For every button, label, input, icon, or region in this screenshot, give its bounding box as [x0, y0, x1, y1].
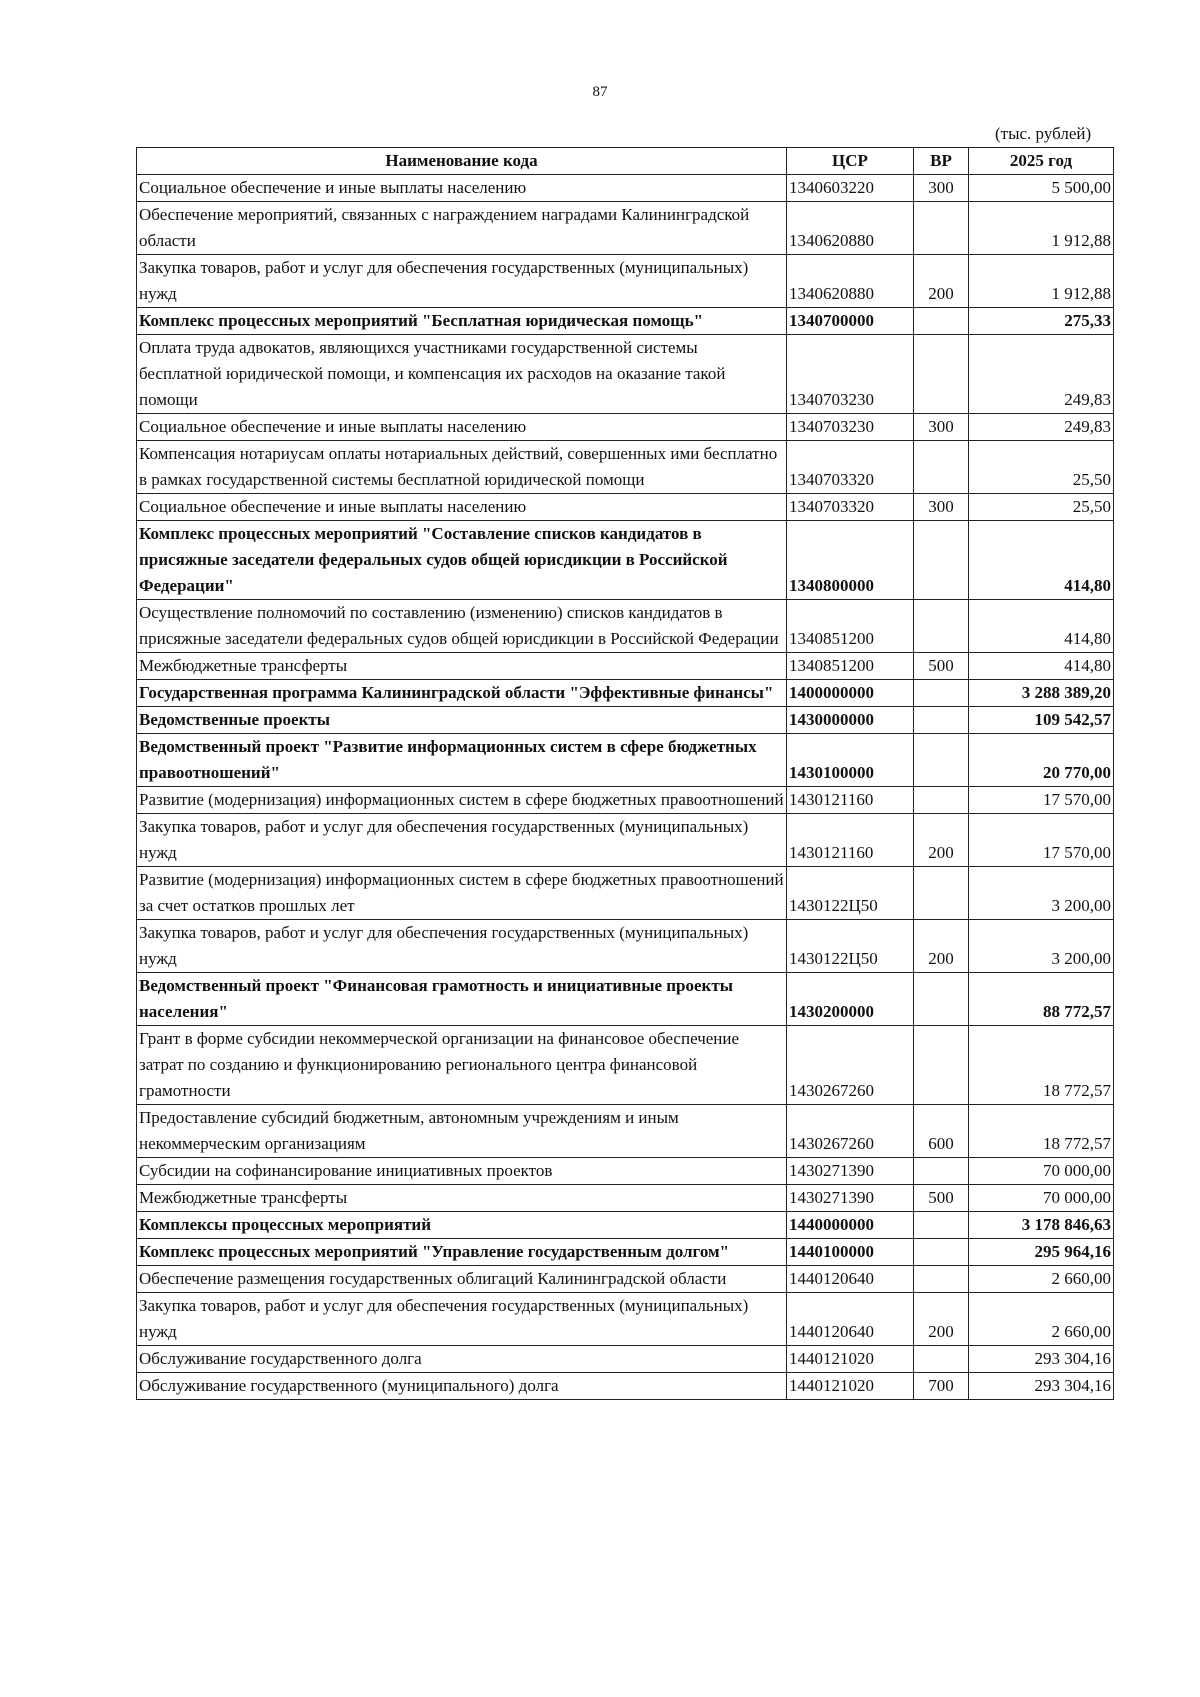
row-name: Закупка товаров, работ и услуг для обеспечения государственных (муниципальных) нужд	[137, 920, 787, 973]
row-name: Ведомственные проекты	[137, 707, 787, 734]
budget-table	[136, 147, 1114, 1400]
row-vr	[914, 680, 969, 707]
row-name: Обслуживание государственного долга	[137, 1346, 787, 1373]
row-csr: 1440121020	[787, 1346, 914, 1373]
row-name: Осуществление полномочий по составлению (изменению) списков кандидатов в присяжные заседатели федеральных судов общей юрисдикции в Российской Федерации	[137, 600, 787, 653]
row-amount: 249,83	[969, 414, 1114, 441]
table-row	[137, 1373, 1114, 1400]
row-vr: 700	[914, 1373, 969, 1400]
table-row	[137, 653, 1114, 680]
table-row	[137, 1158, 1114, 1185]
row-csr: 1340851200	[787, 600, 914, 653]
row-amount: 1 912,88	[969, 202, 1114, 255]
row-amount: 70 000,00	[969, 1185, 1114, 1212]
row-vr	[914, 787, 969, 814]
row-csr: 1440120640	[787, 1293, 914, 1346]
row-vr	[914, 521, 969, 600]
header-vr: ВР	[914, 148, 969, 175]
row-vr: 300	[914, 494, 969, 521]
row-name: Социальное обеспечение и иные выплаты населению	[137, 494, 787, 521]
row-vr	[914, 308, 969, 335]
row-vr: 300	[914, 175, 969, 202]
row-vr	[914, 1212, 969, 1239]
row-amount: 295 964,16	[969, 1239, 1114, 1266]
row-csr: 1340703320	[787, 494, 914, 521]
row-amount: 414,80	[969, 653, 1114, 680]
table-row	[137, 441, 1114, 494]
row-name: Закупка товаров, работ и услуг для обеспечения государственных (муниципальных) нужд	[137, 814, 787, 867]
row-csr: 1340700000	[787, 308, 914, 335]
table-row	[137, 494, 1114, 521]
row-name: Обеспечение размещения государственных облигаций Калининградской области	[137, 1266, 787, 1293]
row-amount: 293 304,16	[969, 1373, 1114, 1400]
row-vr: 300	[914, 414, 969, 441]
row-name: Комплекс процессных мероприятий "Бесплатная юридическая помощь"	[137, 308, 787, 335]
row-amount: 17 570,00	[969, 787, 1114, 814]
row-vr	[914, 734, 969, 787]
row-amount: 25,50	[969, 494, 1114, 521]
row-csr: 1430271390	[787, 1185, 914, 1212]
table-row	[137, 707, 1114, 734]
row-csr: 1340703320	[787, 441, 914, 494]
table-row	[137, 1212, 1114, 1239]
table-row	[137, 973, 1114, 1026]
row-amount: 293 304,16	[969, 1346, 1114, 1373]
row-csr: 1440000000	[787, 1212, 914, 1239]
row-vr	[914, 1158, 969, 1185]
row-csr: 1430271390	[787, 1158, 914, 1185]
row-vr: 500	[914, 1185, 969, 1212]
row-csr: 1430267260	[787, 1026, 914, 1105]
row-csr: 1340800000	[787, 521, 914, 600]
row-amount: 3 288 389,20	[969, 680, 1114, 707]
row-vr: 200	[914, 814, 969, 867]
row-name: Обслуживание государственного (муниципального) долга	[137, 1373, 787, 1400]
row-csr: 1440120640	[787, 1266, 914, 1293]
row-csr: 1340620880	[787, 255, 914, 308]
row-vr	[914, 973, 969, 1026]
row-name: Предоставление субсидий бюджетным, автономным учреждениям и иным некоммерческим организациям	[137, 1105, 787, 1158]
row-csr: 1430267260	[787, 1105, 914, 1158]
row-vr	[914, 441, 969, 494]
row-name: Ведомственный проект "Финансовая грамотность и инициативные проекты населения"	[137, 973, 787, 1026]
row-name: Комплекс процессных мероприятий "Управление государственным долгом"	[137, 1239, 787, 1266]
row-vr	[914, 867, 969, 920]
header-name: Наименование кода	[137, 148, 787, 175]
row-amount: 249,83	[969, 335, 1114, 414]
table-row	[137, 1026, 1114, 1105]
row-csr: 1430100000	[787, 734, 914, 787]
row-csr: 1430122Ц50	[787, 867, 914, 920]
row-vr: 200	[914, 255, 969, 308]
table-row	[137, 1266, 1114, 1293]
row-name: Грант в форме субсидии некоммерческой организации на финансовое обеспечение затрат по созданию и функционированию регионального центра финансовой грамотности	[137, 1026, 787, 1105]
header-csr: ЦСР	[787, 148, 914, 175]
row-csr: 1430121160	[787, 814, 914, 867]
table-row	[137, 867, 1114, 920]
row-name: Закупка товаров, работ и услуг для обеспечения государственных (муниципальных) нужд	[137, 1293, 787, 1346]
table-row	[137, 734, 1114, 787]
row-csr: 1440121020	[787, 1373, 914, 1400]
row-name: Обеспечение мероприятий, связанных с награждением наградами Калининградской области	[137, 202, 787, 255]
row-csr: 1430122Ц50	[787, 920, 914, 973]
row-amount: 2 660,00	[969, 1293, 1114, 1346]
row-name: Развитие (модернизация) информационных систем в сфере бюджетных правоотношений	[137, 787, 787, 814]
row-csr: 1340620880	[787, 202, 914, 255]
table-row	[137, 1293, 1114, 1346]
row-csr: 1340603220	[787, 175, 914, 202]
table-row	[137, 920, 1114, 973]
table-row	[137, 1105, 1114, 1158]
row-vr: 500	[914, 653, 969, 680]
row-vr	[914, 1346, 969, 1373]
table-row	[137, 600, 1114, 653]
table-row	[137, 1239, 1114, 1266]
row-name: Межбюджетные трансферты	[137, 653, 787, 680]
table-row	[137, 308, 1114, 335]
row-csr: 1340703230	[787, 414, 914, 441]
row-csr: 1430121160	[787, 787, 914, 814]
row-name: Развитие (модернизация) информационных систем в сфере бюджетных правоотношений за счет остатков прошлых лет	[137, 867, 787, 920]
row-amount: 18 772,57	[969, 1105, 1114, 1158]
table-row	[137, 680, 1114, 707]
row-csr: 1430000000	[787, 707, 914, 734]
row-amount: 3 178 846,63	[969, 1212, 1114, 1239]
row-vr: 200	[914, 1293, 969, 1346]
row-amount: 275,33	[969, 308, 1114, 335]
row-csr: 1400000000	[787, 680, 914, 707]
row-vr	[914, 1239, 969, 1266]
row-vr	[914, 335, 969, 414]
table-row	[137, 521, 1114, 600]
row-name: Оплата труда адвокатов, являющихся участниками государственной системы бесплатной юридической помощи, и компенсация их расходов на оказание такой помощи	[137, 335, 787, 414]
row-name: Комплекс процессных мероприятий "Составление списков кандидатов в присяжные заседатели федеральных судов общей юрисдикции в Российской Федерации"	[137, 521, 787, 600]
table-row	[137, 202, 1114, 255]
row-name: Комплексы процессных мероприятий	[137, 1212, 787, 1239]
row-name: Социальное обеспечение и иные выплаты населению	[137, 414, 787, 441]
table-row	[137, 335, 1114, 414]
row-vr	[914, 1266, 969, 1293]
row-amount: 414,80	[969, 600, 1114, 653]
units-note: (тыс. рублей)	[995, 124, 1092, 143]
row-amount: 88 772,57	[969, 973, 1114, 1026]
table-header-row	[137, 148, 1114, 175]
row-amount: 2 660,00	[969, 1266, 1114, 1293]
row-csr: 1440100000	[787, 1239, 914, 1266]
row-vr	[914, 600, 969, 653]
row-amount: 20 770,00	[969, 734, 1114, 787]
row-name: Субсидии на софинансирование инициативных проектов	[137, 1158, 787, 1185]
table-row	[137, 787, 1114, 814]
row-amount: 18 772,57	[969, 1026, 1114, 1105]
table-row	[137, 255, 1114, 308]
table-row	[137, 814, 1114, 867]
row-name: Социальное обеспечение и иные выплаты населению	[137, 175, 787, 202]
row-vr	[914, 707, 969, 734]
row-amount: 3 200,00	[969, 920, 1114, 973]
row-name: Государственная программа Калининградской области "Эффективные финансы"	[137, 680, 787, 707]
row-amount: 109 542,57	[969, 707, 1114, 734]
row-vr: 600	[914, 1105, 969, 1158]
row-amount: 17 570,00	[969, 814, 1114, 867]
row-amount: 1 912,88	[969, 255, 1114, 308]
row-name: Ведомственный проект "Развитие информационных систем в сфере бюджетных правоотношений"	[137, 734, 787, 787]
row-name: Компенсация нотариусам оплаты нотариальных действий, совершенных ими бесплатно в рамках государственной системы бесплатной юридической помощи	[137, 441, 787, 494]
table-body	[137, 175, 1114, 1400]
table-row	[137, 414, 1114, 441]
row-csr: 1430200000	[787, 973, 914, 1026]
row-csr: 1340851200	[787, 653, 914, 680]
header-year: 2025 год	[969, 148, 1114, 175]
row-amount: 25,50	[969, 441, 1114, 494]
row-amount: 5 500,00	[969, 175, 1114, 202]
row-vr	[914, 202, 969, 255]
table-row	[137, 1346, 1114, 1373]
row-amount: 414,80	[969, 521, 1114, 600]
row-name: Закупка товаров, работ и услуг для обеспечения государственных (муниципальных) нужд	[137, 255, 787, 308]
page-number: 87	[592, 84, 608, 100]
row-amount: 70 000,00	[969, 1158, 1114, 1185]
table-row	[137, 175, 1114, 202]
row-name: Межбюджетные трансферты	[137, 1185, 787, 1212]
row-csr: 1340703230	[787, 335, 914, 414]
row-vr	[914, 1026, 969, 1105]
row-amount: 3 200,00	[969, 867, 1114, 920]
table-row	[137, 1185, 1114, 1212]
row-vr: 200	[914, 920, 969, 973]
